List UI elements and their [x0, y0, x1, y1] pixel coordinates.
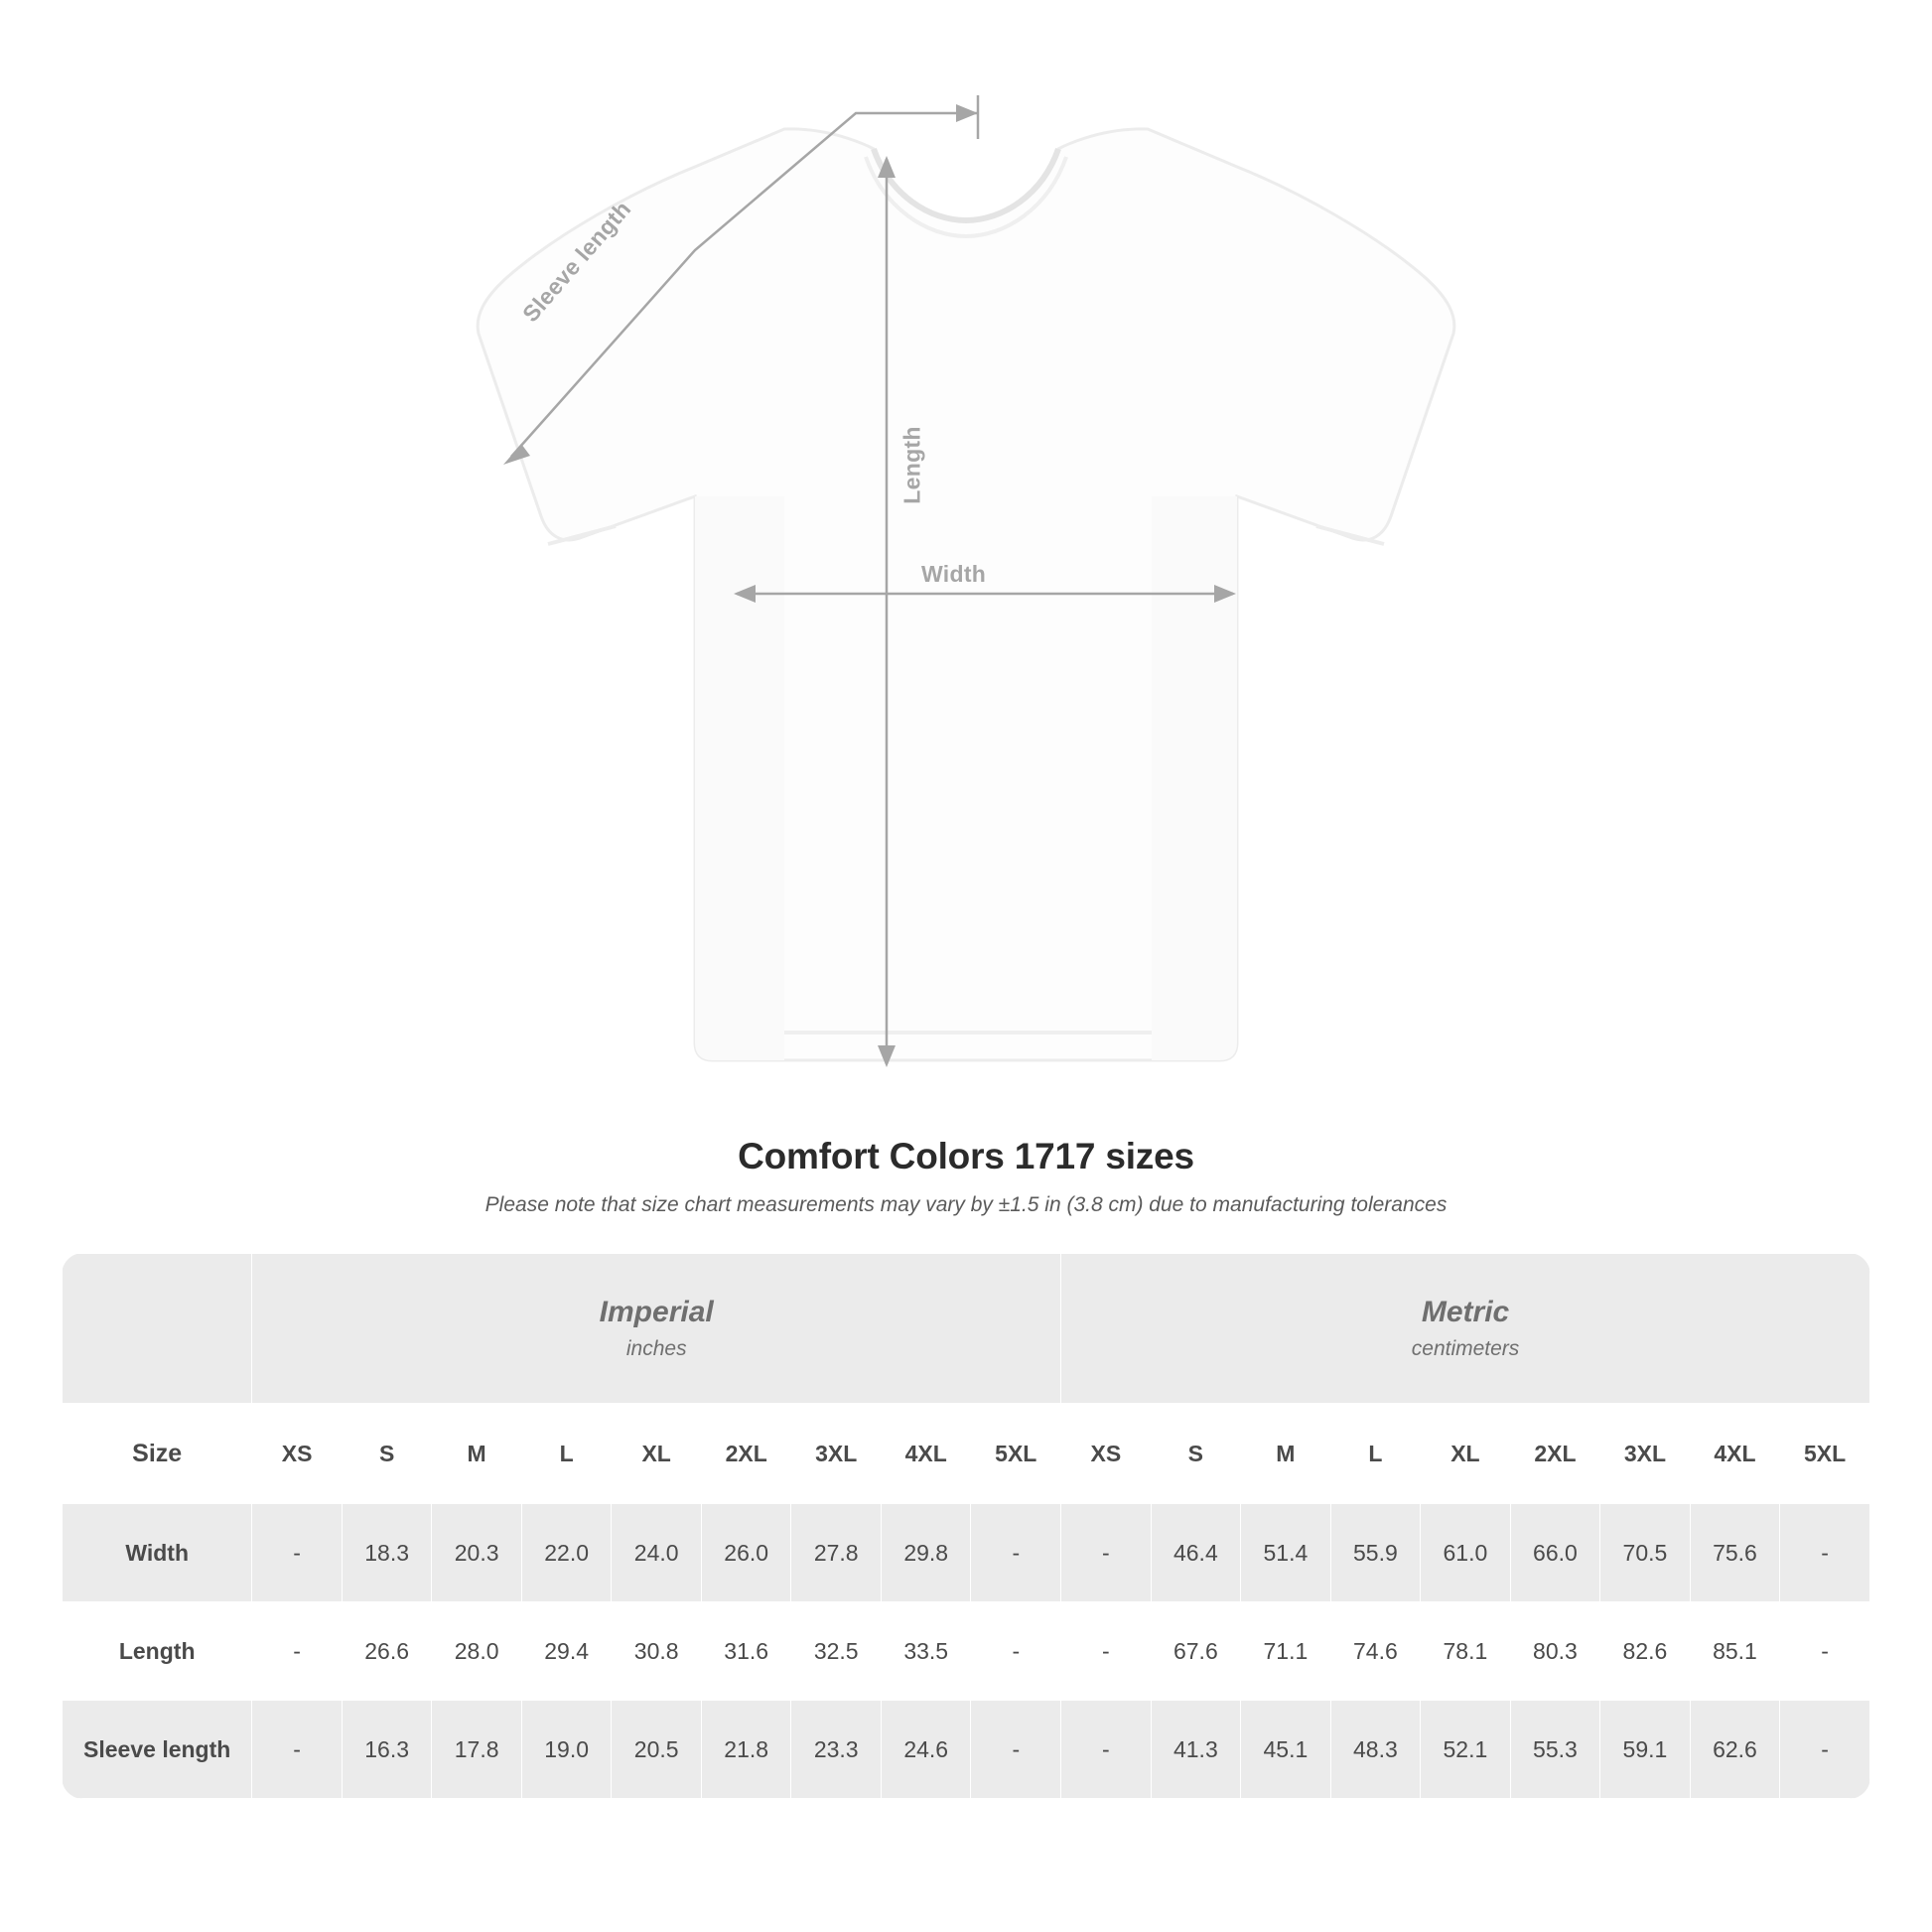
cell-length-met-2xl: 80.3	[1510, 1602, 1600, 1701]
cell-sleeve-met-xl: 52.1	[1421, 1701, 1511, 1799]
cell-width-imp-2xl: 26.0	[701, 1504, 791, 1602]
unit-sub-metric: centimeters	[1411, 1337, 1520, 1360]
size-header-metric-m: M	[1241, 1404, 1331, 1504]
row-label-width: Width	[63, 1504, 252, 1602]
table-row	[63, 1701, 1870, 1799]
size-header-imperial-s: S	[342, 1404, 432, 1504]
size-header-metric-s: S	[1151, 1404, 1241, 1504]
cell-sleeve-imp-2xl: 21.8	[701, 1701, 791, 1799]
cell-length-imp-l: 29.4	[521, 1602, 612, 1701]
width-label: Width	[921, 561, 987, 587]
cell-length-imp-4xl: 33.5	[881, 1602, 971, 1701]
size-header-imperial-5xl: 5XL	[971, 1404, 1061, 1504]
unit-name-imperial: Imperial	[599, 1296, 714, 1328]
cell-length-imp-2xl: 31.6	[701, 1602, 791, 1701]
table-row	[63, 1504, 1870, 1602]
size-header-imperial-m: M	[432, 1404, 522, 1504]
cell-length-met-l: 74.6	[1330, 1602, 1421, 1701]
cell-length-imp-xl: 30.8	[612, 1602, 702, 1701]
cell-width-met-2xl: 66.0	[1510, 1504, 1600, 1602]
size-header-metric-xl: XL	[1421, 1404, 1511, 1504]
size-header-imperial-3xl: 3XL	[791, 1404, 882, 1504]
cell-sleeve-imp-xl: 20.5	[612, 1701, 702, 1799]
cell-sleeve-imp-l: 19.0	[521, 1701, 612, 1799]
cell-length-met-xl: 78.1	[1421, 1602, 1511, 1701]
size-header-metric-l: L	[1330, 1404, 1421, 1504]
cell-width-met-m: 51.4	[1241, 1504, 1331, 1602]
size-header-metric-xs: XS	[1061, 1404, 1152, 1504]
cell-sleeve-met-2xl: 55.3	[1510, 1701, 1600, 1799]
cell-width-met-3xl: 70.5	[1600, 1504, 1691, 1602]
size-header-imperial-2xl: 2XL	[701, 1404, 791, 1504]
cell-width-imp-l: 22.0	[521, 1504, 612, 1602]
cell-width-imp-s: 18.3	[342, 1504, 432, 1602]
cell-sleeve-imp-5xl: -	[971, 1701, 1061, 1799]
cell-length-imp-xs: -	[252, 1602, 343, 1701]
cell-sleeve-imp-xs: -	[252, 1701, 343, 1799]
cell-width-met-s: 46.4	[1151, 1504, 1241, 1602]
row-label-sleeve-length: Sleeve length	[63, 1701, 252, 1799]
page-title: Comfort Colors 1717 sizes	[738, 1136, 1194, 1176]
cell-length-met-3xl: 82.6	[1600, 1602, 1691, 1701]
cell-sleeve-met-l: 48.3	[1330, 1701, 1421, 1799]
cell-length-met-s: 67.6	[1151, 1602, 1241, 1701]
unit-corner-cell	[63, 1254, 252, 1404]
cell-width-imp-4xl: 29.8	[881, 1504, 971, 1602]
cell-width-met-5xl: -	[1780, 1504, 1870, 1602]
cell-length-met-5xl: -	[1780, 1602, 1870, 1701]
size-table-wrapper	[62, 1253, 1870, 1799]
unit-group-imperial	[252, 1254, 1061, 1404]
cell-width-met-xl: 61.0	[1421, 1504, 1511, 1602]
cell-width-imp-5xl: -	[971, 1504, 1061, 1602]
cell-sleeve-met-s: 41.3	[1151, 1701, 1241, 1799]
cell-width-met-xs: -	[1061, 1504, 1152, 1602]
cell-length-imp-m: 28.0	[432, 1602, 522, 1701]
cell-length-imp-5xl: -	[971, 1602, 1061, 1701]
cell-width-met-l: 55.9	[1330, 1504, 1421, 1602]
cell-length-met-m: 71.1	[1241, 1602, 1331, 1701]
cell-sleeve-imp-3xl: 23.3	[791, 1701, 882, 1799]
cell-length-imp-3xl: 32.5	[791, 1602, 882, 1701]
cell-width-imp-xl: 24.0	[612, 1504, 702, 1602]
cell-sleeve-met-3xl: 59.1	[1600, 1701, 1691, 1799]
cell-width-imp-m: 20.3	[432, 1504, 522, 1602]
size-header-imperial-4xl: 4XL	[881, 1404, 971, 1504]
size-table	[62, 1253, 1870, 1799]
size-header-metric-3xl: 3XL	[1600, 1404, 1691, 1504]
size-header-row	[63, 1404, 1870, 1504]
size-header-metric-2xl: 2XL	[1510, 1404, 1600, 1504]
length-label: Length	[898, 426, 925, 504]
cell-sleeve-imp-s: 16.3	[342, 1701, 432, 1799]
row-label-length: Length	[63, 1602, 252, 1701]
cell-length-met-4xl: 85.1	[1690, 1602, 1780, 1701]
unit-sub-imperial: inches	[625, 1337, 687, 1360]
size-header-metric-5xl: 5XL	[1780, 1404, 1870, 1504]
cell-sleeve-met-m: 45.1	[1241, 1701, 1331, 1799]
table-row	[63, 1602, 1870, 1701]
unit-group-metric	[1061, 1254, 1870, 1404]
size-header-metric-4xl: 4XL	[1690, 1404, 1780, 1504]
unit-name-metric: Metric	[1421, 1296, 1510, 1328]
cell-sleeve-met-xs: -	[1061, 1701, 1152, 1799]
title-block	[0, 1136, 1932, 1217]
size-header-imperial-xs: XS	[252, 1404, 343, 1504]
sleeve-length-label: Sleeve length	[516, 196, 636, 328]
size-header-imperial-l: L	[521, 1404, 612, 1504]
cell-length-met-xs: -	[1061, 1602, 1152, 1701]
unit-header-row	[63, 1254, 1870, 1404]
cell-sleeve-imp-4xl: 24.6	[881, 1701, 971, 1799]
size-header-label: Size	[63, 1404, 252, 1504]
cell-sleeve-imp-m: 17.8	[432, 1701, 522, 1799]
cell-width-imp-3xl: 27.8	[791, 1504, 882, 1602]
cell-width-imp-xs: -	[252, 1504, 343, 1602]
tolerance-note: Please note that size chart measurements may vary by ±1.5 in (3.8 cm) due to manufacturing tolerances	[484, 1193, 1448, 1216]
cell-width-met-4xl: 75.6	[1690, 1504, 1780, 1602]
size-header-imperial-xl: XL	[612, 1404, 702, 1504]
cell-length-imp-s: 26.6	[342, 1602, 432, 1701]
cell-sleeve-met-4xl: 62.6	[1690, 1701, 1780, 1799]
cell-sleeve-met-5xl: -	[1780, 1701, 1870, 1799]
